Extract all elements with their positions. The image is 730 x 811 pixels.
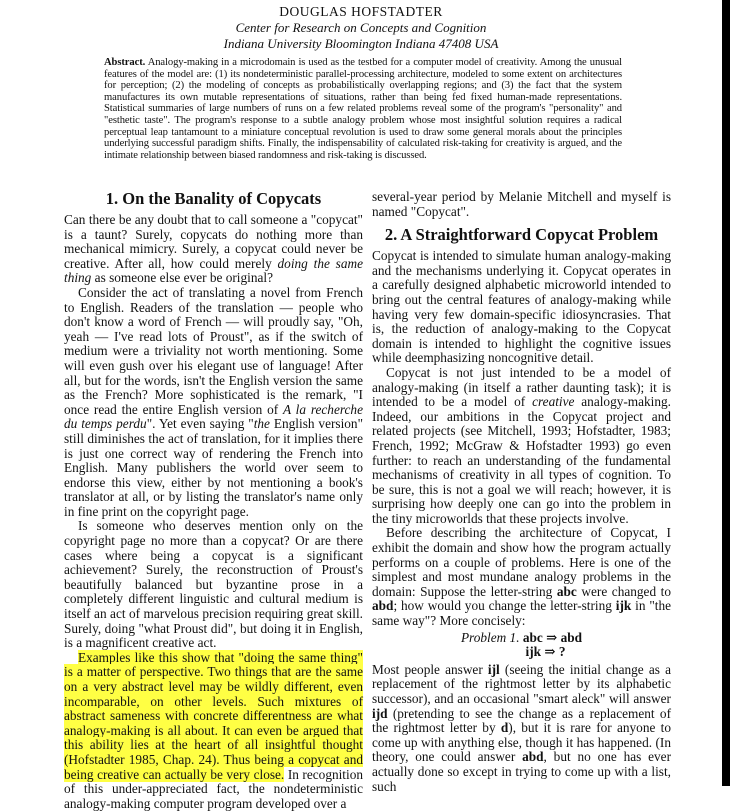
paper-header [0, 4, 722, 52]
problem-1 [372, 631, 671, 660]
s1-paragraph-2: Consider the act of translating a novel from French to English. Readers of the translation — people who don't know a word of French — will proudly say, "Oh, yeah — I've read lots of Proust", as if the switch of medium were a triviality not worth mentioning. Some will even gush over his elegant use of language! After all, but for the words, isn't the English version the same as the French? More sophisticated is the remark, "I once read the entire English version of A la recherche du temps perdu". Yet even saying "the English version" still diminishes the act of translation, for it implies there is just one correct way of rendering the French into English. Many publishers the world over seem to endorse this view, either by not mentioning a book's translator at all, or by listing the translator's name only in fine print on the copyright page. [64, 284, 363, 519]
author-name: DOUGLAS HOFSTADTER [279, 4, 443, 19]
section-1-heading: 1. On the Banality of Copycats [105, 189, 322, 208]
s1-paragraph-4: Examples like this show that "doing the same thing" is a matter of perspective. Two things that are the same on a very abstract level may be wildly different, even incomparable, on other levels. Such mixtures of abstract sameness with concrete differentness are what analogy-making is all about. It can even be argued that this ability lies at the heart of all insightful thought (Hofstadter 1985, Chap. 24). Thus being a copycat and being creative can actually be very close. In recognition of this under-appreciated fact, the nondeterministic analogy-making computer program developed over a [64, 649, 363, 811]
left-column [64, 186, 363, 811]
problem-row-1: Problem 1. abc ⇒ abd [460, 629, 583, 645]
affiliation-line-2: Indiana University Bloomington Indiana 47408 USA [223, 36, 499, 51]
abstract [104, 57, 622, 161]
s2-paragraph-3: Before describing the architecture of Copycat, I exhibit the domain and show how the program actually performs on a couple of problems. Here is one of the simplest and most mundane analogy problems in the domain: Suppose the letter-string abc were changed to abd; how would you change the letter-string ijk in "the same way"? More concisely: [372, 525, 671, 629]
s1-paragraph-3: Is someone who deserves mention only on the copyright page no more than a copycat? Or are there cases where being a copycat is a significant achievement? Surely, the reconstruction of Proust's beautifully balanced but byzantine prose in a completely different linguistic and cultural medium is itself an act of marvelous precision requiring great skill. Surely, doing "what Proust did", but doing it in English, is a magnificent creative act. [64, 518, 363, 651]
section-2-heading: 2. A Straightforward Copycat Problem [384, 225, 659, 245]
s2-paragraph-1: Copycat is intended to simulate human analogy-making and the mechanisms underlying it. Copycat operates in a carefully designed alphabetic microworld intended to bring out the central features of analogy-making while having very few domain-specific idiosyncrasies. That is, the reduction of analogy-making to the Copycat domain is intended to highlight the cognitive issues while deemphasizing noncognitive detail. [372, 248, 671, 366]
s2-paragraph-4: Most people answer ijl (seeing the initial change as a replacement of the rightmost letter by its alphabetic successor), and an occasional "smart aleck" will answer ijd (pretending to see the change as a replacement of the rightmost letter by d), but it is rare for anyone to come up with anything else, though it has happened. (In theory, one could answer abd, but no one has ever actually done so except in trying to come up with a list, such [372, 661, 671, 794]
continued-text: several-year period by Melanie Mitchell and myself is named "Copycat". [372, 189, 671, 219]
problem-row-2: ijk ⇒ ? [525, 644, 566, 660]
s1-paragraph-1: Can there be any doubt that to call someone a "copycat" is a taunt? Surely, copycats do nothing more than mechanical mimicry. Surely, a copycat could never be creative. After all, how could merely doing the same thing as someone else ever be original? [64, 212, 364, 286]
affiliation-line-1: Center for Research on Concepts and Cognition [235, 20, 487, 35]
highlighted-passage: Examples like this show that "doing the same thing" is a matter of perspective. Two things that are the same on a very abstract level may be wildly different, even incomparable, on other levels. Such mixtures of abstract sameness with concrete differentness are what analogy-making is all about. It can even be argued that this ability lies at the heart of all insightful thought (Hofstadter 1985, Chap. 24). Thus being a copycat and being creative can actually be very close. [64, 649, 363, 782]
s2-paragraph-2: Copycat is not just intended to be a model of analogy-making (in itself a rather daunting task); it is intended to be a model of creative analogy-making. Indeed, our ambitions in the Copycat project and related projects (see Mitchell, 1993; Hofstadter, 1983; French, 1992; McGraw & Hofstadter 1993) go even further: to reach an understanding of the fundamental mechanisms of creativity in all types of cognition. To be sure, this is not a goal we will reach; however, it is surprising how deeply one can go into the problem in the tiny microworlds that these projects involve. [372, 364, 671, 526]
right-column [372, 190, 671, 794]
abstract-text: Analogy-making in a microdomain is used as the testbed for a computer model of creativity. Among the unusual features of the model are: (1) its nondeterministic parallel-processing architecture, modeled to some extent on architectures for perception; (2) the modeling of concepts as probabilistically overlapping regions; and (3) the fact that the system manufactures its own mutable representations of situations, rather than being fed fixed human-made representations. Statistical summaries of large numbers of runs on a few related problems reveal some of the program's "personality" and "esthetic taste". The program's response to a subtle analogy problem whose most insightful solution requires a radical perceptual leap tantamount to a miniature conceptual revolution is used to draw some general morals about the principles underlying successful paradigm shifts. Finally, the indispensability of calculated risk-taking for creativity is argued, and the intimate relationship between biased randomness and risk-taking is discussed. [104, 57, 622, 161]
scan-edge [722, 0, 730, 786]
abstract-label: Abstract. [104, 57, 146, 68]
